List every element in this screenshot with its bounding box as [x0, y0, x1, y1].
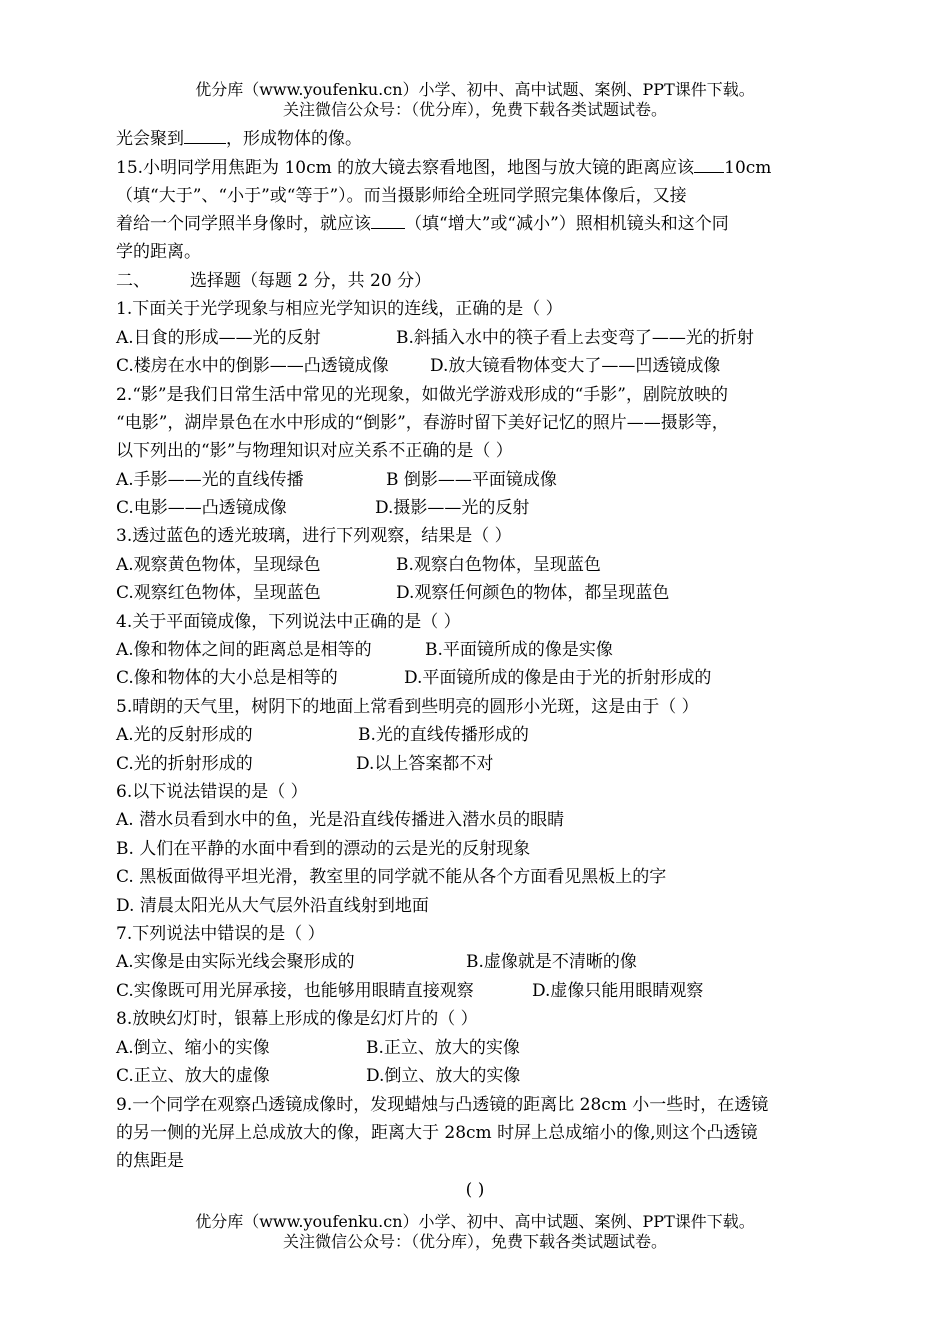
q5-option-c: C.光的折射形成的 — [116, 754, 253, 774]
q7-stem: 7.下列说法中错误的是（ ） — [116, 924, 325, 944]
q15-line-2: （填“大于”、“小于”或“等于”）。而当摄影师给全班同学照完集体像后，又接 — [116, 186, 687, 206]
q8-options-row-1 — [116, 1036, 520, 1060]
q5-stem: 5.晴朗的天气里，树阴下的地面上常看到些明亮的圆形小光斑，这是由于（ ） — [116, 697, 699, 717]
q1-options-row-1 — [116, 326, 754, 350]
q15-text-d: （填“增大”或“减小”）照相机镜头和这个同 — [405, 214, 729, 234]
page-header-line-1: 优分库（www.youfenku.cn）小学、初中、高中试题、案例、PPT课件下载。 — [195, 80, 755, 99]
q2-option-d: D.摄影——光的反射 — [375, 498, 530, 518]
q8-stem: 8.放映幻灯时，银幕上形成的像是幻灯片的（ ） — [116, 1009, 478, 1029]
q4-option-c: C.像和物体的大小总是相等的 — [116, 668, 338, 688]
q3-option-a: A.观察黄色物体，呈现绿色 — [116, 555, 321, 575]
q6-option-a: A. 潜水员看到水中的鱼，光是沿直线传播进入潜水员的眼睛 — [116, 810, 565, 830]
q2-option-c: C.电影——凸透镜成像 — [116, 498, 287, 518]
page-header-line-2: 关注微信公众号：（优分库），免费下载各类试题试卷。 — [282, 100, 667, 119]
q15-text-b: 10cm — [724, 158, 772, 178]
blank-underline — [694, 156, 724, 173]
q5-option-d: D.以上答案都不对 — [356, 754, 494, 774]
q1-option-a: A.日食的形成——光的反射 — [116, 328, 321, 348]
q2-option-a: A.手影——光的直线传播 — [116, 470, 304, 490]
q1-option-b: B.斜插入水中的筷子看上去变弯了——光的折射 — [396, 328, 754, 348]
q8-option-a: A.倒立、缩小的实像 — [116, 1038, 270, 1058]
q9-answer-paren: ( ) — [465, 1180, 485, 1200]
q14-tail-text-b: ，形成物体的像。 — [226, 129, 362, 149]
q7-option-a: A.实像是由实际光线会聚形成的 — [116, 952, 355, 972]
page-footer-line-2: 关注微信公众号：（优分库），免费下载各类试题试卷。 — [282, 1232, 667, 1251]
q4-options-row-1 — [116, 638, 613, 662]
q6-option-c: C. 黑板面做得平坦光滑，教室里的同学就不能从各个方面看见黑板上的字 — [116, 867, 667, 887]
q4-option-b: B.平面镜所成的像是实像 — [425, 640, 613, 660]
q14-tail-text-a: 光会聚到 — [116, 129, 184, 149]
q6-option-d: D. 清晨太阳光从大气层外沿直线射到地面 — [116, 896, 429, 916]
q7-option-d: D.虚像只能用眼睛观察 — [532, 981, 704, 1001]
q3-options-row-1 — [116, 553, 601, 577]
q9-stem-line-3: 的焦距是 — [116, 1151, 184, 1171]
q2-stem-line-2: “电影”，湖岸景色在水中形成的“倒影”，春游时留下美好记忆的照片——摄影等， — [116, 413, 729, 433]
q1-option-c: C.楼房在水中的倒影——凸透镜成像 — [116, 356, 389, 376]
q6-option-b: B. 人们在平静的水面中看到的漂动的云是光的反射现象 — [116, 839, 531, 859]
q15-text-c: 着给一个同学照半身像时，就应该 — [116, 214, 371, 234]
q6-stem: 6.以下说法错误的是（ ） — [116, 782, 308, 802]
q3-stem: 3.透过蓝色的透光玻璃，进行下列观察，结果是（ ） — [116, 526, 512, 546]
q5-option-b: B.光的直线传播形成的 — [358, 725, 529, 745]
q15-line-4: 学的距离。 — [116, 242, 201, 262]
q2-option-b: B 倒影——平面镜成像 — [386, 470, 557, 490]
q4-stem: 4.关于平面镜成像，下列说法中正确的是（ ） — [116, 612, 461, 632]
q14-tail — [116, 127, 362, 151]
q4-options-row-2 — [116, 666, 711, 690]
q1-stem: 1.下面关于光学现象与相应光学知识的连线，正确的是（ ） — [116, 299, 563, 319]
q7-options-row-1 — [116, 950, 637, 974]
section-heading — [116, 269, 431, 293]
q9-stem-line-2: 的另一侧的光屏上总成放大的像，距离大于 28cm 时屏上总成缩小的像,则这个凸透镜 — [116, 1123, 758, 1143]
q3-option-b: B.观察白色物体，呈现蓝色 — [396, 555, 601, 575]
q2-options-row-1 — [116, 468, 557, 492]
q3-option-d: D.观察任何颜色的物体，都呈现蓝色 — [396, 583, 670, 603]
q8-option-c: C.正立、放大的虚像 — [116, 1066, 270, 1086]
q3-options-row-2 — [116, 581, 669, 605]
q5-option-a: A.光的反射形成的 — [116, 725, 253, 745]
q15-line-1 — [116, 156, 771, 180]
q15-text-a: 15.小明同学用焦距为 10cm 的放大镜去察看地图，地图与放大镜的距离应该 — [116, 158, 695, 178]
page-footer-line-1: 优分库（www.youfenku.cn）小学、初中、高中试题、案例、PPT课件下载。 — [195, 1212, 755, 1231]
blank-underline — [371, 212, 405, 229]
section-number: 二、 — [116, 271, 150, 291]
q4-option-d: D.平面镜所成的像是由于光的折射形成的 — [404, 668, 712, 688]
q2-stem-line-1: 2.“影”是我们日常生活中常见的光现象，如做光学游戏形成的“手影”，剧院放映的 — [116, 385, 728, 405]
q2-stem-line-3: 以下列出的“影”与物理知识对应关系不正确的是（ ） — [116, 441, 513, 461]
q7-option-b: B.虚像就是不清晰的像 — [466, 952, 637, 972]
q15-line-3 — [116, 212, 729, 236]
q5-options-row-1 — [116, 723, 529, 747]
q7-option-c: C.实像既可用光屏承接，也能够用眼睛直接观察 — [116, 981, 474, 1001]
q4-option-a: A.像和物体之间的距离总是相等的 — [116, 640, 372, 660]
q5-options-row-2 — [116, 752, 493, 776]
q1-options-row-2 — [116, 354, 720, 378]
q7-options-row-2 — [116, 979, 703, 1003]
q1-option-d: D.放大镜看物体变大了——凹透镜成像 — [430, 356, 721, 376]
blank-underline — [184, 127, 226, 144]
q8-option-d: D.倒立、放大的实像 — [366, 1066, 521, 1086]
q9-stem-line-1: 9.一个同学在观察凸透镜成像时，发现蜡烛与凸透镜的距离比 28cm 小一些时，在透镜 — [116, 1095, 769, 1115]
q3-option-c: C.观察红色物体，呈现蓝色 — [116, 583, 321, 603]
section-title: 选择题（每题 2 分，共 20 分） — [190, 271, 432, 291]
q2-options-row-2 — [116, 496, 529, 520]
q8-options-row-2 — [116, 1064, 520, 1088]
q8-option-b: B.正立、放大的实像 — [366, 1038, 520, 1058]
